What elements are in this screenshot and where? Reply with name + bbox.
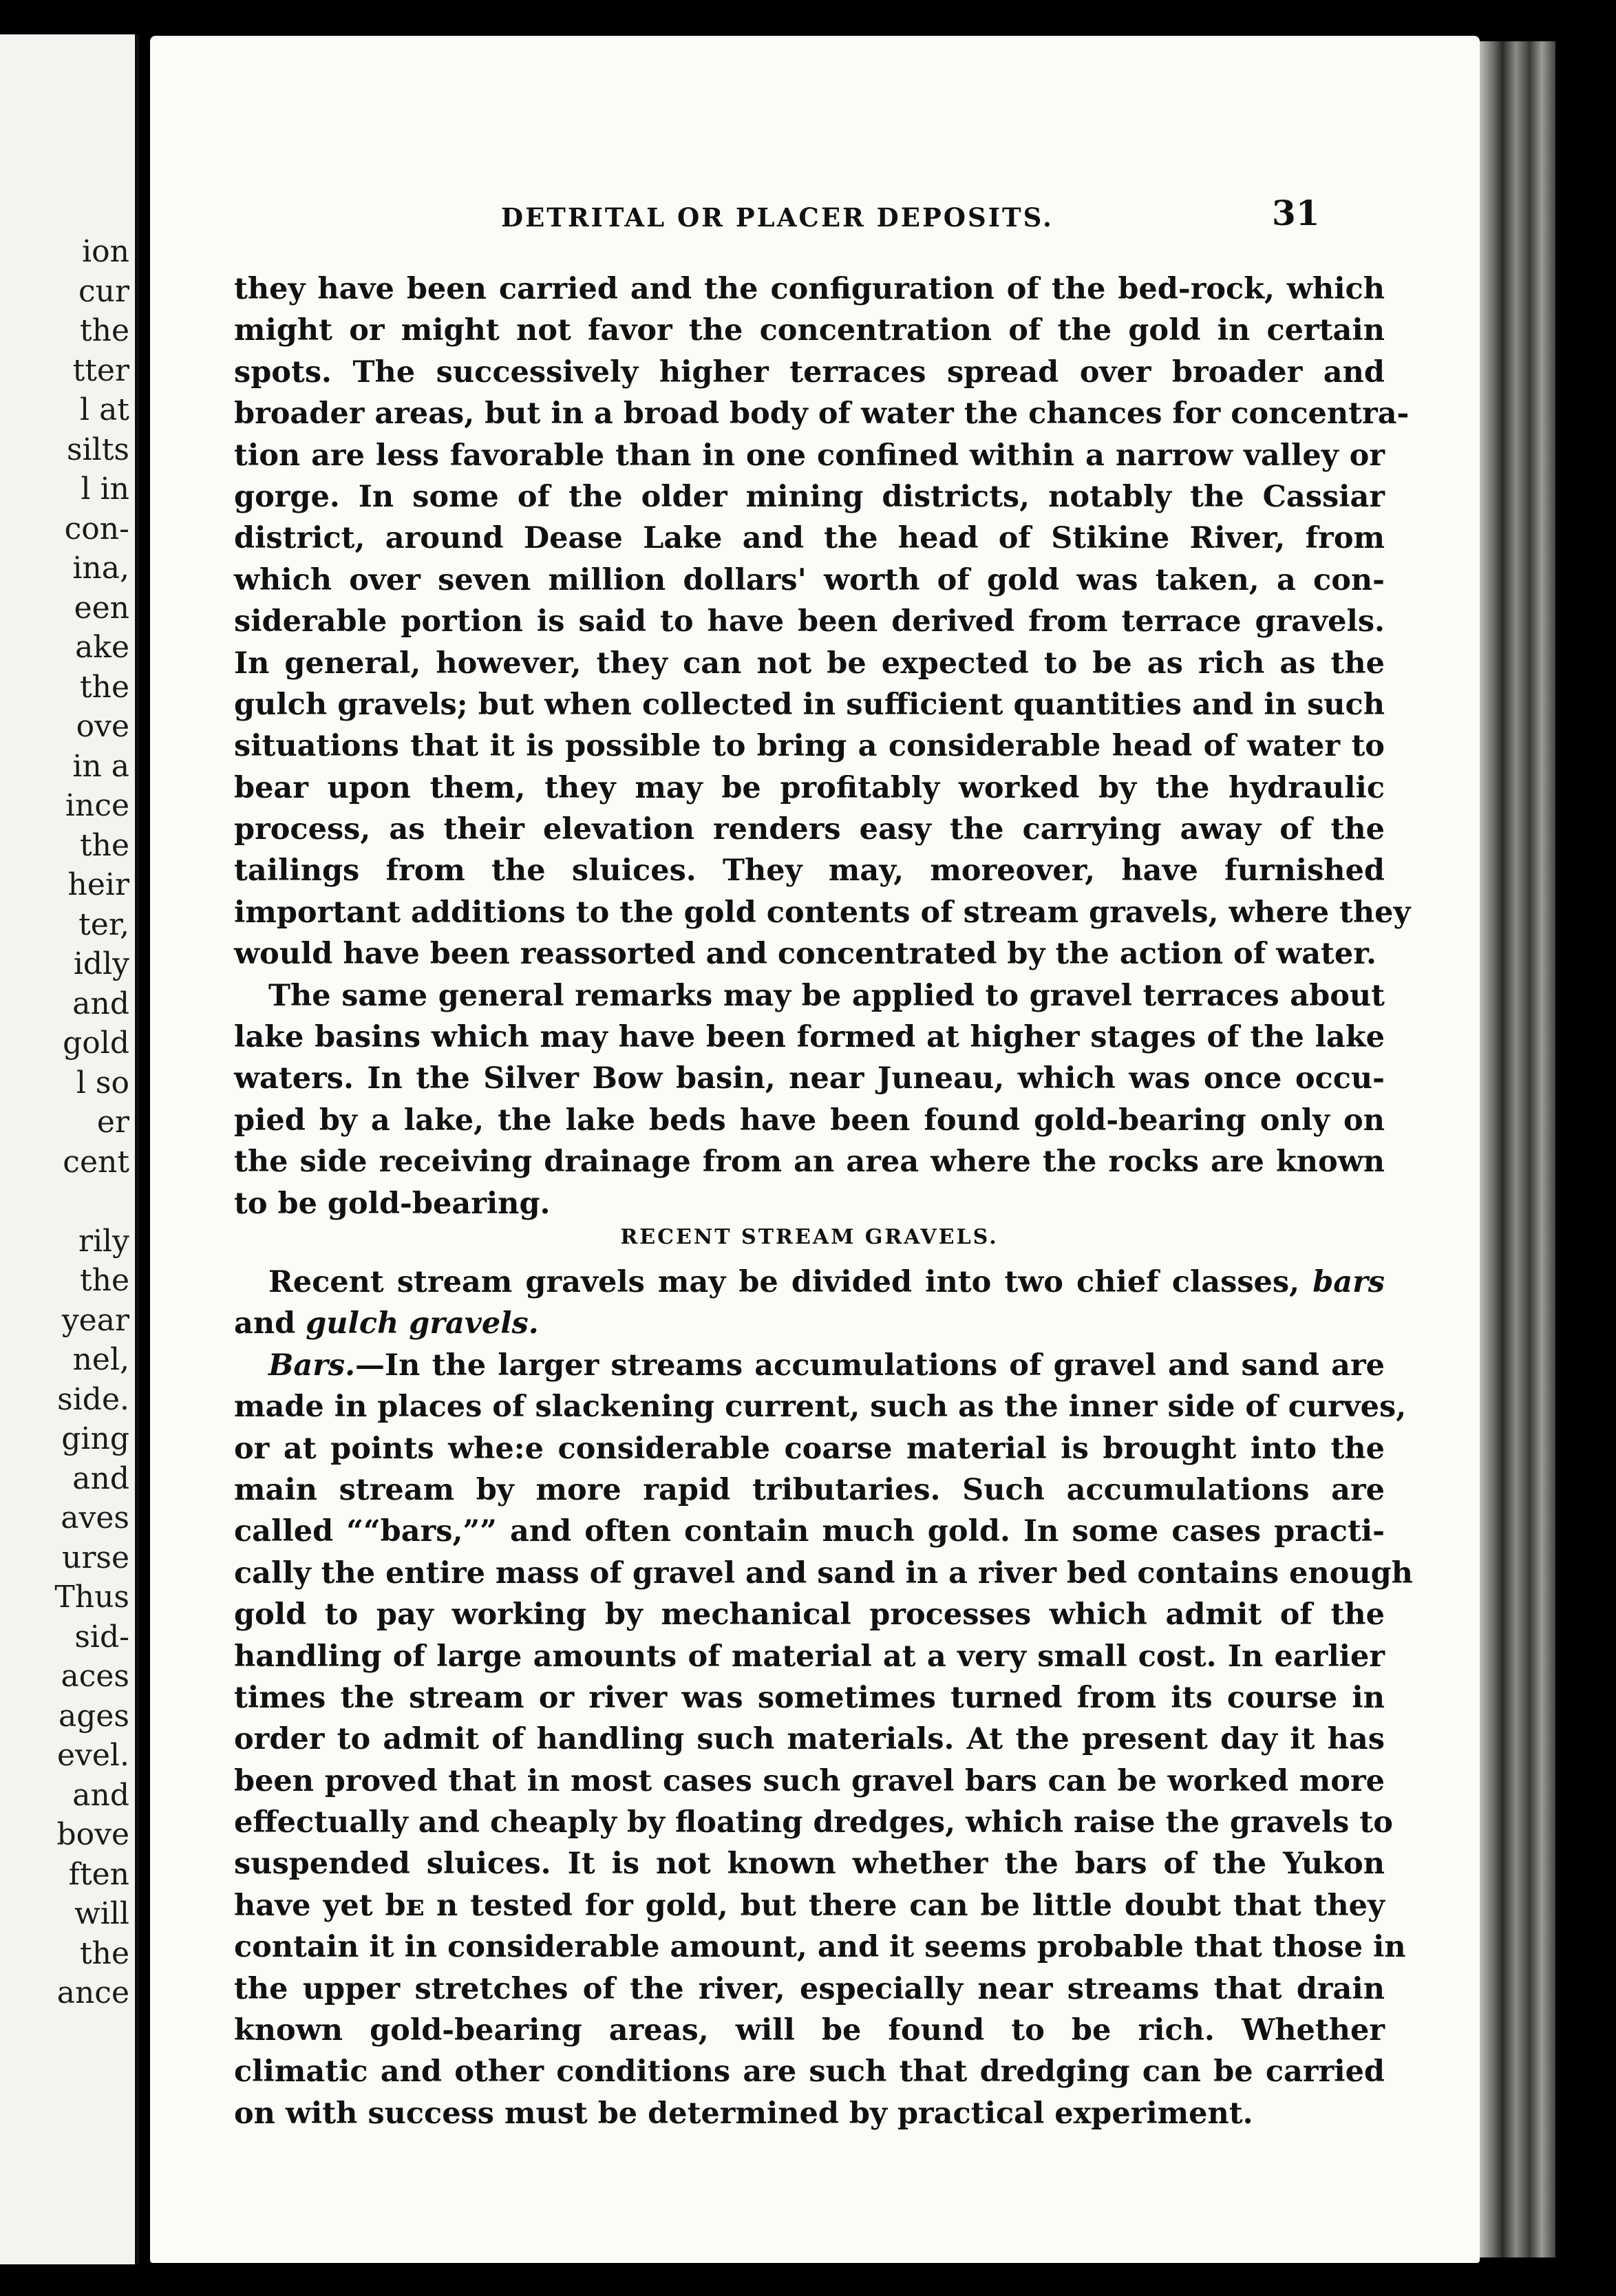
text-line bbox=[234, 1345, 1385, 1386]
left-page-fragment: een bbox=[74, 590, 129, 626]
left-page-fragment: the bbox=[79, 827, 129, 863]
text-line: gulch gravels; but when collected in sufficient quantities and in such bbox=[234, 687, 1385, 722]
text-line: handling of large amounts of material at a very small cost. In earlier bbox=[234, 1639, 1385, 1674]
text-line bbox=[234, 1303, 1385, 1344]
page-edge-stack bbox=[1480, 41, 1555, 2257]
section-heading: RECENT STREAM GRAVELS. bbox=[620, 1224, 999, 1249]
left-page-fragment: aces bbox=[61, 1659, 129, 1694]
left-page-fragment: l so bbox=[76, 1065, 129, 1101]
text-line: have yet bᴇ n tested for gold, but there can be little doubt that they bbox=[234, 1888, 1385, 1923]
left-page-fragment: rily bbox=[78, 1223, 129, 1259]
running-head: DETRITAL OR PLACER DEPOSITS. bbox=[501, 202, 1054, 233]
left-page-fragment: ion bbox=[82, 234, 129, 269]
text-run: —In the larger streams accumulations of gravel and sand are bbox=[355, 1348, 1385, 1383]
left-page-fragment: sid- bbox=[74, 1619, 129, 1655]
text-line: they have been carried and the configuration of the bed-rock, which bbox=[234, 272, 1385, 306]
text-line: cally the entire mass of gravel and sand in a river bed contains enough bbox=[234, 1555, 1413, 1591]
left-page-fragment: ince bbox=[65, 788, 129, 823]
text-line: siderable portion is said to have been derived from terrace gravels. bbox=[234, 604, 1385, 639]
paragraph-classes bbox=[234, 1262, 1385, 1345]
left-page-fragment: silts bbox=[67, 432, 129, 467]
left-page-fragment: evel. bbox=[57, 1738, 129, 1773]
text-line: In general, however, they can not be expected to be as rich as the bbox=[234, 646, 1385, 681]
left-page-fragment: con- bbox=[64, 511, 129, 546]
text-line: gorge. In some of the older mining districts, notably the Cassiar bbox=[234, 479, 1385, 514]
left-page-fragment: nel, bbox=[72, 1342, 129, 1377]
text-line bbox=[234, 1262, 1385, 1303]
text-line: climatic and other conditions are such that dredging can be carried bbox=[234, 2054, 1385, 2090]
left-page-fragment: l at bbox=[80, 392, 129, 427]
text-line: called ““bars,”” and often contain much gold. In some cases practi- bbox=[234, 1514, 1385, 1549]
text-line: The same general remarks may be applied to gravel terraces about bbox=[268, 978, 1385, 1013]
text-line: would have been reassorted and concentrated by the action of water. bbox=[234, 937, 1376, 972]
text-line: bear upon them, they may be profitably worked by the hydraulic bbox=[234, 770, 1385, 805]
left-page-fragment: ake bbox=[75, 630, 129, 665]
page-number: 31 bbox=[1272, 193, 1320, 233]
text-line: the side receiving drainage from an area where the rocks are known bbox=[234, 1145, 1385, 1180]
left-page-fragment: l in bbox=[81, 471, 129, 507]
text-line: pied by a lake, the lake beds have been found gold-bearing only on bbox=[234, 1103, 1385, 1138]
left-page-fragment: bove bbox=[56, 1817, 129, 1852]
left-page-fragment: will bbox=[74, 1896, 129, 1931]
italic-term: gulch gravels. bbox=[306, 1306, 539, 1341]
left-page-fragment: cur bbox=[78, 273, 129, 309]
left-page-fragment: and bbox=[72, 1777, 129, 1813]
text-line: situations that it is possible to bring a considerable head of water to bbox=[234, 729, 1385, 764]
left-page-fragment: heir bbox=[67, 867, 129, 902]
left-page-fragment: and bbox=[72, 986, 129, 1021]
text-line: times the stream or river was sometimes turned from its course in bbox=[234, 1680, 1385, 1715]
text-line: order to admit of handling such materials. At the present day it has bbox=[234, 1722, 1385, 1757]
left-page-fragment: urse bbox=[62, 1540, 129, 1575]
text-run: and bbox=[234, 1306, 296, 1341]
left-page-fragment: year bbox=[61, 1302, 129, 1338]
italic-term: bars bbox=[1312, 1264, 1385, 1299]
text-line: district, around Dease Lake and the head of Stikine River, from bbox=[234, 521, 1385, 556]
text-line: lake basins which may have been formed at higher stages of the lake bbox=[234, 1020, 1385, 1055]
book-page bbox=[150, 36, 1480, 2263]
text-line: effectually and cheaply by floating dredges, which raise the gravels to bbox=[234, 1805, 1393, 1840]
left-page-fragment: ter, bbox=[78, 906, 129, 942]
text-line: broader areas, but in a broad body of water the chances for concentra- bbox=[234, 396, 1410, 432]
text-line: important additions to the gold contents of stream gravels, where they bbox=[234, 895, 1411, 930]
left-page-fragment: the bbox=[79, 669, 129, 705]
text-line: waters. In the Silver Bow basin, near Juneau, which was once occu- bbox=[234, 1061, 1385, 1096]
text-line: might or might not favor the concentration of the gold in certain bbox=[234, 313, 1385, 348]
left-page-fragment: and bbox=[72, 1460, 129, 1496]
text-line: contain it in considerable amount, and it seems probable that those in bbox=[234, 1930, 1406, 1965]
left-page-fragment: ove bbox=[76, 709, 129, 744]
text-line: gold to pay working by mechanical processes which admit of the bbox=[234, 1597, 1385, 1633]
italic-lead: Bars. bbox=[268, 1348, 356, 1383]
left-facing-page bbox=[0, 34, 139, 2264]
left-page-fragment: ften bbox=[68, 1856, 129, 1892]
paragraph-bars bbox=[234, 1345, 1413, 2134]
paragraph-lake-basins bbox=[234, 975, 1385, 1224]
left-page-fragment: cent bbox=[63, 1144, 129, 1180]
text-run: Recent stream gravels may be divided into two chief classes, bbox=[268, 1264, 1300, 1299]
text-line: been proved that in most cases such gravel bars can be worked more bbox=[234, 1763, 1385, 1798]
text-line: suspended sluices. It is not known whether the bars of the Yukon bbox=[234, 1847, 1385, 1882]
page-header bbox=[150, 193, 1480, 246]
text-line: made in places of slackening current, such as the inner side of curves, bbox=[234, 1390, 1407, 1425]
text-line: known gold-bearing areas, will be found to be rich. Whether bbox=[234, 2013, 1385, 2048]
left-page-fragment: ina, bbox=[72, 551, 129, 586]
left-page-fragment: the bbox=[79, 1263, 129, 1298]
text-line: tailings from the sluices. They may, moreover, have furnished bbox=[234, 853, 1385, 889]
left-page-fragment: er bbox=[96, 1105, 129, 1140]
left-page-fragment: side. bbox=[57, 1381, 129, 1417]
text-line: the upper stretches of the river, especially near streams that drain bbox=[234, 1971, 1385, 2006]
left-page-fragment: aves bbox=[61, 1500, 129, 1535]
left-page-fragment: gold bbox=[63, 1025, 129, 1061]
text-line: to be gold-bearing. bbox=[234, 1186, 551, 1221]
page-body bbox=[234, 268, 1413, 2134]
left-page-fragment: tter bbox=[72, 352, 129, 388]
text-line: which over seven million dollars' worth of gold was taken, a con- bbox=[234, 562, 1385, 597]
left-page-fragment: Thus bbox=[54, 1580, 129, 1615]
left-page-fragment: in a bbox=[72, 748, 129, 784]
left-page-fragment: the bbox=[79, 1935, 129, 1971]
left-page-fragment: idly bbox=[73, 946, 129, 981]
text-line: tion are less favorable than in one confined within a narrow valley or bbox=[234, 438, 1385, 473]
paragraph-terrace-gravels bbox=[234, 268, 1411, 975]
text-line: process, as their elevation renders easy the carrying away of the bbox=[234, 812, 1385, 847]
left-page-fragment: ging bbox=[61, 1421, 129, 1456]
text-line: main stream by more rapid tributaries. Such accumulations are bbox=[234, 1472, 1385, 1507]
text-line: on with success must be determined by practical experiment. bbox=[234, 2096, 1253, 2131]
left-page-fragment: ages bbox=[58, 1698, 129, 1734]
text-line: spots. The successively higher terraces spread over broader and bbox=[234, 354, 1385, 390]
text-line: or at points whe:e considerable coarse material is brought into the bbox=[234, 1431, 1385, 1466]
left-page-fragment: ance bbox=[56, 1975, 129, 2010]
left-page-fragment: the bbox=[79, 313, 129, 348]
